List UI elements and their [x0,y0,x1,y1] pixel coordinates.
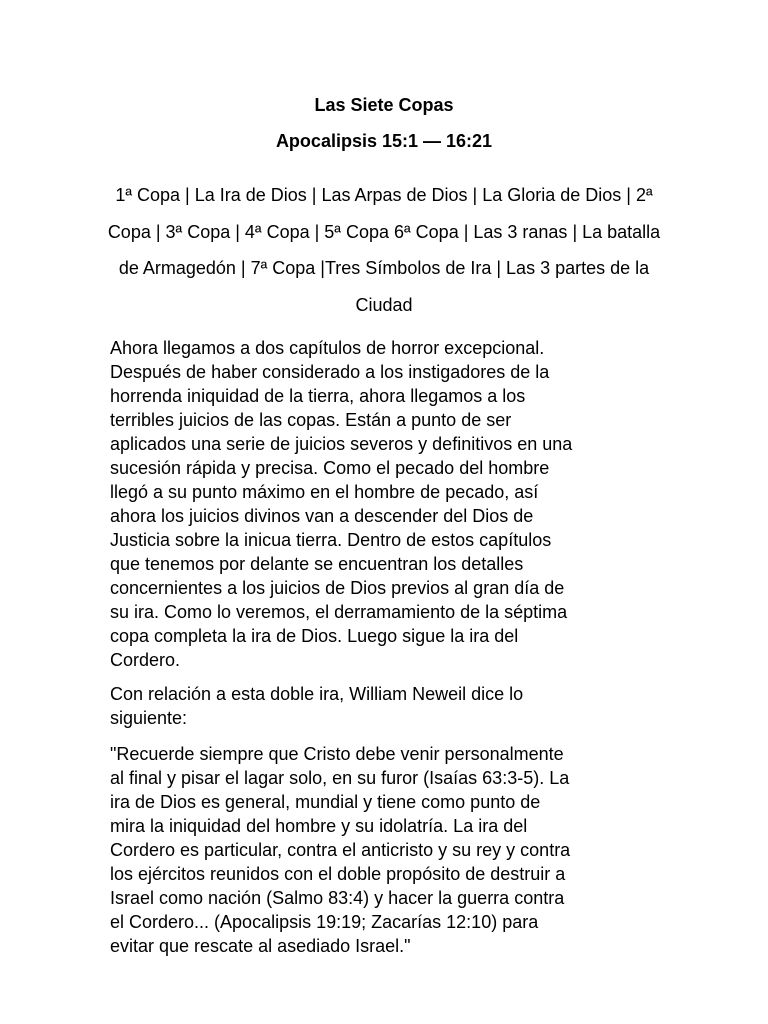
body-paragraph-3: "Recuerde siempre que Cristo debe venir personalmente al final y pisar el lagar solo, en su furor (Isaías 63:3-5). La ira de Dios es general, mundial y tiene como punto de mira la iniquidad del hombre y su idolatría. La ira del Cordero es particular, contra el anticristo y su rey y contra los ejércitos reunidos con el doble propósito de destruir a Israel como nación (Salmo 83:4) y hacer la guerra contra el Cordero... (Apocalipsis 19:19; Zacarías 12:10) para evitar que rescate al asediado Israel." [110,744,571,956]
body-paragraph-2: Con relación a esta doble ira, William Neweil dice lo siguiente: [110,684,524,728]
document-title: Las Siete Copas [314,95,454,115]
body-paragraph-1: Ahora llegamos a dos capítulos de horror excepcional. Después de haber considerado a los instigadores de la horrenda iniquidad de la tierra, ahora llegamos a los terribles juicios de las copas. Están a punto de ser aplicados una serie de juicios severos y definitivos en una sucesión rápida y precisa. Como el pecado del hombre llegó a su punto máximo en el hombre de pecado, así ahora los juicios divinos van a descender del Dios de Justicia sobre la inicua tierra. Dentro de estos capítulos que tenemos por delante se encuentran los detalles concernientes a los juicios de Dios previos al gran día de su ira. Como lo veremos, el derramamiento de la séptima copa completa la ira de Dios. Luego sigue la ira del Cordero. [110,338,573,670]
document-subtitle: Apocalipsis 15:1 — 16:21 [275,131,493,151]
table-of-contents: 1ª Copa | La Ira de Dios | Las Arpas de Dios | La Gloria de Dios | 2ª Copa | 3ª Copa | 4ª Copa | 5ª Copa 6ª Copa | Las 3 ranas | La batalla de Armagedón | 7ª Copa |Tres Símbolos de Ira | Las 3 partes de la Ciudad [107,185,661,315]
